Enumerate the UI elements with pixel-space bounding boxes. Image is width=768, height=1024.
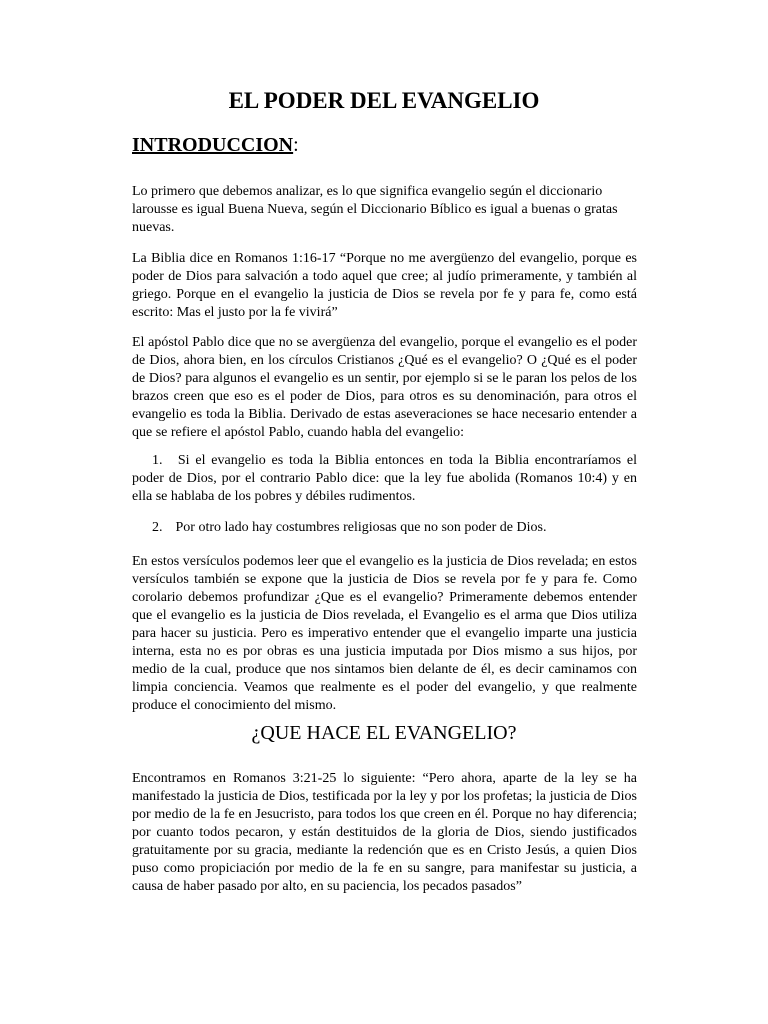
paragraph-justicia: En estos versículos podemos leer que el evangelio es la justicia de Dios revelada; en estos versículos también se expone que la justicia de Dios se revela por fe y para fe. Como corolario debemos profundizar ¿Que es el evangelio? Primeramente debemos entender que el evangelio es la justicia de Dios revelada, el Evangelio es el arma que Dios utiliza para hacer su justicia. Pero es imperativo entender que el evangelio imparte una justicia interna, esta no es por obras es una justicia imputada por Dios mismo a sus hijos, por medio de la cual, produce que nos sintamos bien delante de él, es decir caminamos con limpia conciencia. Veamos que realmente es el poder del evangelio, y que realmente produce el conocimiento del mismo. <box>132 554 637 713</box>
paragraph-romans-1: La Biblia dice en Romanos 1:16-17 “Porque no me avergüenzo del evangelio, porque es poder de Dios para salvación a todo aquel que cree; al judío primeramente, y también al griego. Porque en el evangelio la justicia de Dios se revela por fe y para fe, como está escrito: Mas el justo por la fe vivirá” <box>132 251 637 320</box>
list-text: Si el evangelio es toda la Biblia entonces en toda la Biblia encontraríamos el poder de Dios, por el contrario Pablo dice: que la ley fue abolida (Romanos 10:4) y en ella se hablaba de los pobres y débiles rudimentos. <box>132 453 638 504</box>
intro-heading <box>132 134 299 157</box>
list-number: 2. <box>152 520 163 535</box>
list-item-2 <box>132 519 637 537</box>
list-text: Por otro lado hay costumbres religiosas que no son poder de Dios. <box>175 520 547 535</box>
document-title: EL PODER DEL EVANGELIO <box>228 88 540 113</box>
section-heading: ¿QUE HACE EL EVANGELIO? <box>251 722 517 744</box>
intro-heading-text: INTRODUCCION <box>132 134 294 156</box>
paragraph-pablo: El apóstol Pablo dice que no se avergüenza del evangelio, porque el evangelio es el poder de Dios, ahora bien, en los círculos Cristianos ¿Qué es el evangelio? O ¿Qué es el poder de Dios? para algunos el evangelio es un sentir, por ejemplo si se le paran los pelos de los brazos creen que eso es el poder de Dios, para otros es su denominación, para otros el evangelio es toda la Biblia. Derivado de estas aseveraciones se hace necesario entender a que se refiere el apóstol Pablo, cuando habla del evangelio: <box>132 335 637 440</box>
list-item-1 <box>132 452 637 506</box>
paragraph-romans-3: Encontramos en Romanos 3:21-25 lo siguiente: “Pero ahora, aparte de la ley se ha manifestado la justicia de Dios, testificada por la ley y por los profetas; la justicia de Dios por medio de la fe en Jesucristo, para todos los que creen en él. Porque no hay diferencia; por cuanto todos pecaron, y están destituidos de la gloria de Dios, siendo justificados gratuitamente por su gracia, mediante la redención que es en Cristo Jesús, a quien Dios puso como propiciación por medio de la fe en su sangre, para manifestar su justicia, a causa de haber pasado por alto, en su paciencia, los pecados pasados” <box>132 771 637 894</box>
list-number: 1. <box>152 453 163 468</box>
intro-heading-colon: : <box>293 134 299 156</box>
paragraph-definition: Lo primero que debemos analizar, es lo que significa evangelio según el diccionario larousse es igual Buena Nueva, según el Diccionario Bíblico es igual a buenas o gratas nuevas. <box>132 184 618 235</box>
